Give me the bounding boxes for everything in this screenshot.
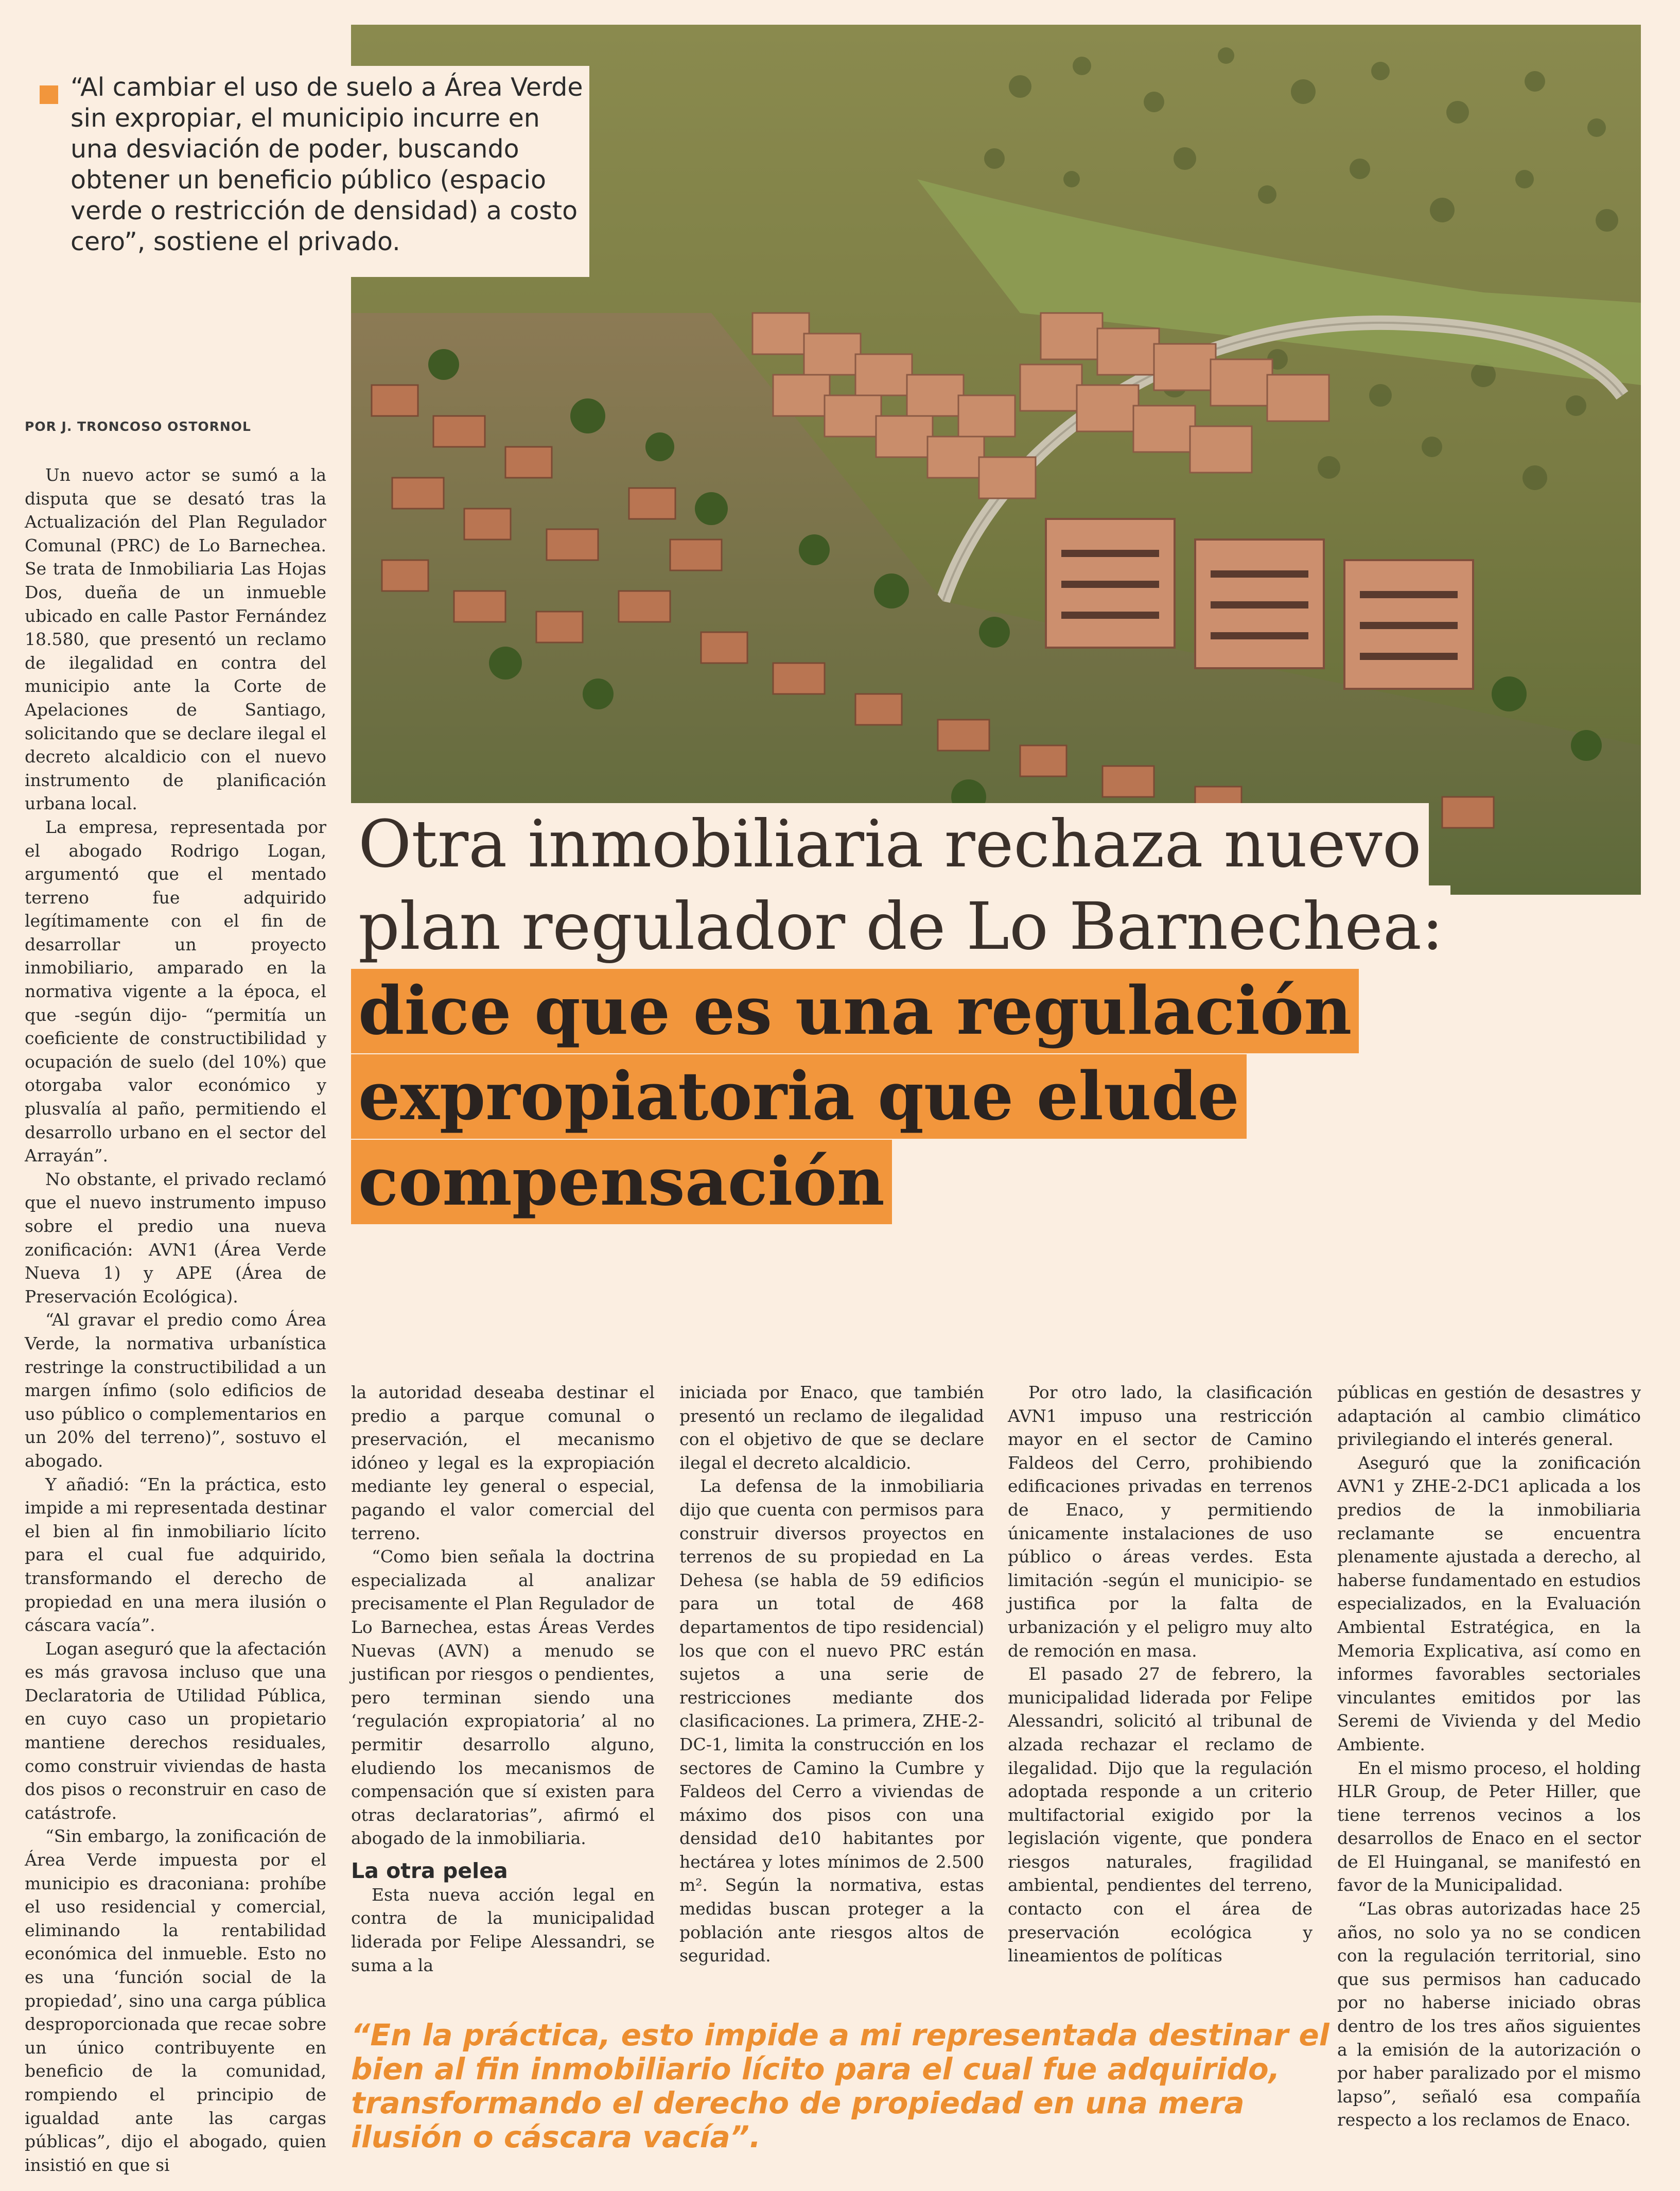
- article-column-4: [1008, 1381, 1312, 1968]
- paragraph: Y añadió: “En la práctica, esto impide a mi representada destinar el bien al fin inmobiliario lícito para el cual fue adquirido, transformando el derecho de propiedad en una mera ilusión o cáscara vacía”.: [25, 1474, 326, 1636]
- paragraph: iniciada por Enaco, que también presentó un reclamo de ilegalidad con el objetivo de que se declare ilegal el decreto alcaldicio.: [679, 1382, 984, 1473]
- subheading-la-otra-pelea: La otra pelea: [351, 1858, 508, 1883]
- paragraph: No obstante, el privado reclamó que el nuevo instrumento impuso sobre el predio una nueva zonificación: AVN1 (Área Verde Nueva 1) y APE (Área de Preservación Ecológica).: [25, 1169, 326, 1307]
- paragraph: Logan aseguró que la afectación es más gravosa incluso que una Declaratoria de Utilidad Pública, en cuyo caso un propietario mantiene derechos residuales, como construir viviendas de hasta dos pisos o reconstruir en caso de catástrofe.: [25, 1638, 326, 1823]
- paragraph: En el mismo proceso, el holding HLR Group, de Peter Hiller, que tiene terrenos vecinos a los desarrollos de Enaco en el sector de El Huinganal, se manifestó en favor de la Municipalidad.: [1337, 1758, 1641, 1896]
- paragraph: La defensa de la inmobiliaria dijo que cuenta con permisos para construir diversos proyectos en terrenos de su propiedad en La Dehesa (se habla de 59 edificios para un total de 468 departamentos de tipo residencial) los que con el nuevo PRC están sujetos a una serie de restricciones mediante dos clasificaciones. La primera, ZHE-2-DC-1, limita la construcción en los sectores de Camino la Cumbre y Faldeos del Cerro a viviendas de máximo dos pisos con una densidad de10 habitantes por hectárea y lotes mínimos de 2.500 m². Según la normativa, estas medidas buscan proteger a la población ante riesgos altos de seguridad.: [679, 1476, 984, 1966]
- article-column-5: [1337, 1381, 1641, 2132]
- paragraph: “Sin embargo, la zonificación de Área Verde impuesta por el municipio es draconiana: prohíbe el uso residencial y comercial, eliminando la rentabilidad económica del inmueble. Esto no es una ‘función social de la propiedad’, sino una carga pública desproporcionada que recae sobre un único contribuyente en beneficio de la comunidad, rompiendo el principio de igualdad ante las cargas públicas”, dijo el abogado, quien insistió en que si: [25, 1826, 326, 2175]
- subheadline-line-2: expropiatoria que elude: [351, 1054, 1247, 1139]
- article-column-3: [679, 1381, 984, 1968]
- byline: POR J. TRONCOSO OSTORNOL: [25, 419, 251, 434]
- paragraph: Esta nueva acción legal en contra de la municipalidad liderada por Felipe Alessandri, se suma a la: [351, 1884, 655, 1975]
- subheadline-line-3: compensación: [351, 1140, 892, 1224]
- paragraph: “Las obras autorizadas hace 25 años, no solo ya no se condicen con la regulación territorial, sino que sus permisos han caducado por no haberse iniciado obras dentro de los tres años siguientes a la emisión de la autorización o por haber paralizado por el mismo lapso”, señaló esa compañía respecto a los reclamos de Enaco.: [1337, 1899, 1641, 2130]
- pullquote-text: “Al cambiar el uso de suelo a Área Verde sin expropiar, el municipio incurre en una desviación de poder, buscando obtener un beneficio público (espacio verde o restricción de densidad) a costo cero”, sostiene el privado.: [71, 73, 583, 256]
- paragraph: La empresa, representada por el abogado Rodrigo Logan, argumentó que el mentado terreno fue adquirido legítimamente con el fin de desarrollar un proyecto inmobiliario, amparado en la normativa vigente a la época, el que -según dijo- “permitía un coeficiente de constructibilidad y ocupación de suelo (del 10%) que otorgaba valor económico y plusvalía al paño, permitiendo el desarrollo urbano en el sector del Arrayán”.: [25, 816, 326, 1166]
- paragraph: Un nuevo actor se sumó a la disputa que se desató tras la Actualización del Plan Regulador Comunal (PRC) de Lo Barnechea. Se trata de Inmobiliaria Las Hojas Dos, dueña de un inmueble ubicado en calle Pastor Fernández 18.580, que presentó un reclamo de ilegalidad en contra del municipio ante la Corte de Apelaciones de Santiago, solicitando que se declare ilegal el decreto alcaldicio con el nuevo instrumento de planificación urbana local.: [25, 465, 326, 814]
- subheadline-line-1: dice que es una regulación: [351, 969, 1359, 1053]
- headline-line-1: Otra inmobiliaria rechaza nuevo: [351, 803, 1429, 885]
- paragraph: “Como bien señala la doctrina especializada al analizar precisamente el Plan Regulador de Lo Barnechea, estas Áreas Verdes Nuevas (AVN) a menudo se justifican por riesgos o pendientes, pero terminan siendo una ‘regulación expropiatoria’ al no permitir desarrollo alguno, eludiendo los mecanismos de compensación que sí existen para otras declaratorias”, afirmó el abogado de la inmobiliaria.: [351, 1546, 655, 1849]
- paragraph: Por otro lado, la clasificación AVN1 impuso una restricción mayor en el sector de Camino Faldeos del Cerro, prohibiendo edificaciones privadas en terrenos de Enaco, y permitiendo únicamente instalaciones de uso público o áreas verdes. Esta limitación -según el municipio- se justifica por la falta de urbanización y el peligro muy alto de remoción en masa.: [1008, 1382, 1312, 1661]
- paragraph: públicas en gestión de desastres y adaptación al cambio climático privilegiando el interés general.: [1337, 1382, 1641, 1450]
- paragraph: Aseguró que la zonificación AVN1 y ZHE-2-DC1 aplicada a los predios de la inmobiliaria reclamante se encuentra plenamente ajustada a derecho, al haberse fundamentado en estudios especializados, en la Evaluación Ambiental Estratégica, en la Memoria Explicativa, así como en informes favorables sectoriales vinculantes emitidos por las Seremi de Vivienda y del Medio Ambiente.: [1337, 1452, 1641, 1754]
- orange-square-bullet-icon: [40, 85, 58, 104]
- paragraph: El pasado 27 de febrero, la municipalidad liderada por Felipe Alessandri, solicitó al tribunal de alzada rechazar el reclamo de ilegalidad. Dijo que la regulación adoptada responde a un criterio multifactorial exigido por la legislación vigente, que pondera riesgos naturales, fragilidad ambiental, pendientes del terreno, contacto con el área de preservación ecológica y lineamientos de políticas: [1008, 1664, 1312, 1966]
- headline: [351, 803, 1622, 1224]
- article-column-2: [351, 1381, 655, 1977]
- article-column-1: [25, 463, 326, 2177]
- paragraph: la autoridad deseaba destinar el predio a parque comunal o preservación, el mecanismo idóneo y legal es la expropiación mediante ley general o especial, pagando el valor comercial del terreno.: [351, 1382, 655, 1543]
- paragraph: “Al gravar el predio como Área Verde, la normativa urbanística restringe la constructibilidad a un margen ínfimo (solo edificios de uso público o complementarios en un 20% del terreno)”, sostuvo el abogado.: [25, 1310, 326, 1471]
- featured-quote: “En la práctica, esto impide a mi representada destinar el bien al fin inmobiliario lícito para el cual fue adquirido, transformando el derecho de propiedad en una mera ilusión o cáscara vacía”.: [351, 2018, 1329, 2154]
- headline-line-2: plan regulador de Lo Barnechea:: [351, 885, 1450, 968]
- pullquote-box: [28, 66, 589, 277]
